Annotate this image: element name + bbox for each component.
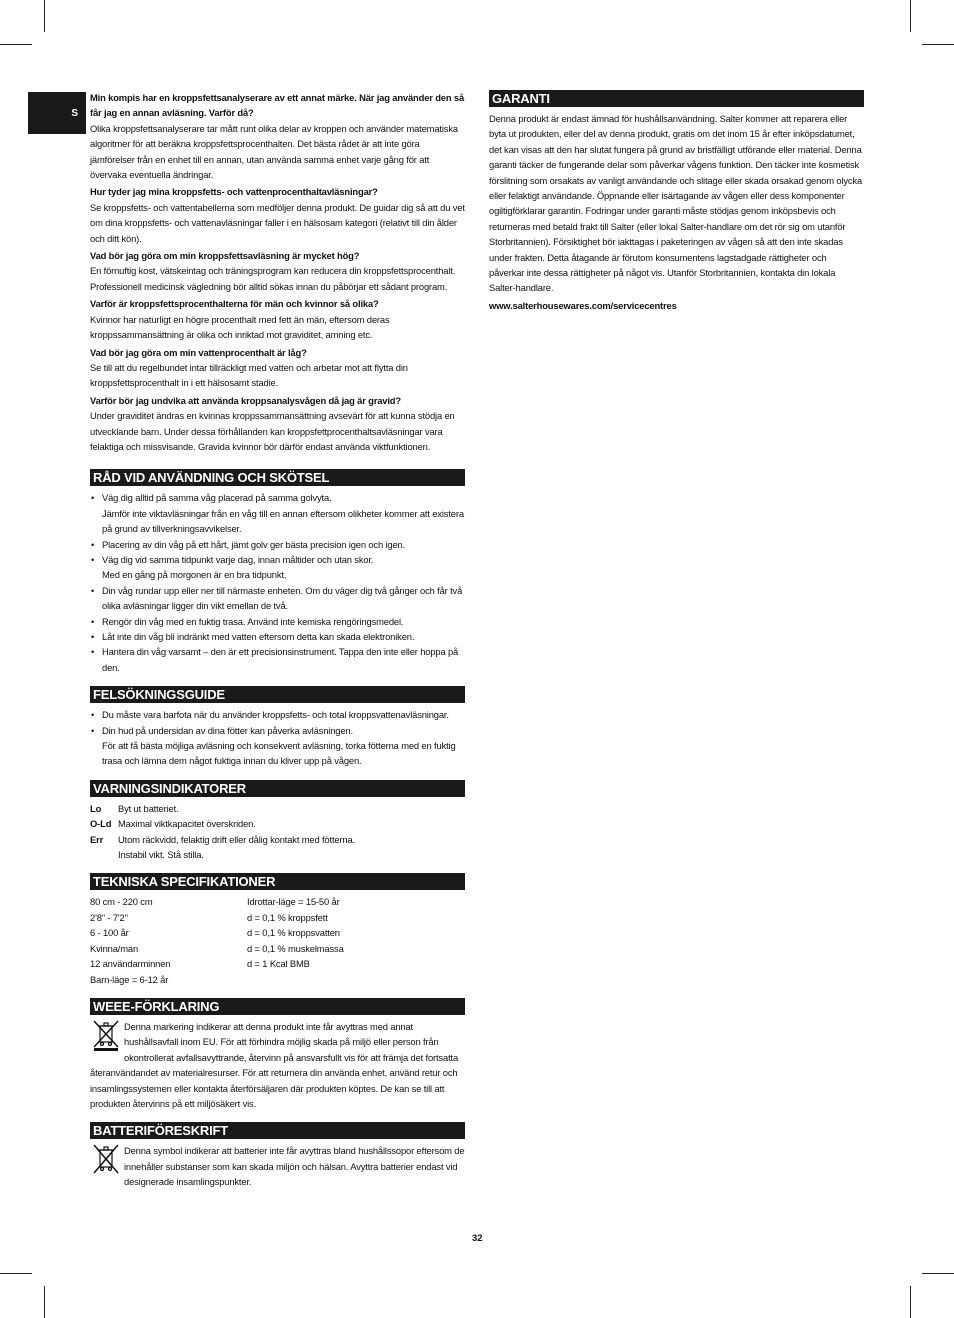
section-heading-specs: TEKNISKA SPECIFIKATIONER bbox=[90, 873, 465, 890]
faq-question: Varför bör jag undvika att använda kroppsanalysvågen då jag är gravid? bbox=[90, 394, 401, 406]
faq-answer: En förnuftig kost, vätskeintag och träningsprogram kan reducera din kroppsfettsprocenthalt. Professionell medicinsk vägledning bör alltid sökas innan du påbörjar ett sådant program. bbox=[90, 265, 456, 292]
list-item: • Väg dig alltid på samma våg placerad på samma golvyta. Jämför inte viktavläsningar från en våg till en annan eftersom olikheter kommer att existera på grund av tillverkningsavvikelser. bbox=[90, 490, 465, 536]
spec-value: 6 - 100 år bbox=[90, 927, 129, 939]
warning-text: Byt ut batteriet. bbox=[118, 802, 179, 814]
spec-value bbox=[247, 972, 465, 987]
faq-section bbox=[90, 90, 465, 454]
list-item: • Du måste vara barfota när du använder kroppsfetts- och total kroppsvattenavläsningar. bbox=[90, 707, 465, 722]
spec-table bbox=[90, 894, 465, 986]
section-heading-battery: BATTERIFÖRESKRIFT bbox=[90, 1122, 465, 1139]
list-item: • Hantera din våg varsamt – den är ett precisionsinstrument. Tappa den inte eller hoppa på den. bbox=[90, 644, 465, 675]
weee-body bbox=[90, 1019, 465, 1111]
warning-text: Utom räckvidd, felaktig drift eller dålig kontakt med fötterna. Instabil vikt. Stå stilla. bbox=[118, 833, 356, 861]
faq-answer: Under graviditet ändras en kvinnas kroppssammansättning avsevärt för att kunna stödja en utvecklande barn. Under dessa förhållanden kan kroppsfettprocenthaltsavläsningar vara felaktiga och missvisande. Gravida kvinnor bör därför endast använda viktfunktionen. bbox=[90, 410, 455, 452]
section-heading-guarantee: GARANTI bbox=[489, 90, 864, 107]
spec-value: Barn-läge = 6-12 år bbox=[90, 973, 169, 985]
list-item: • Placering av din våg på ett hårt, jämt golv ger bästa precision igen och igen. bbox=[90, 537, 465, 552]
warning-row bbox=[90, 832, 465, 863]
faq-question: Vad bör jag göra om min kroppsfettsavläsning är mycket hög? bbox=[90, 250, 360, 262]
spec-value: d = 0,1 % kroppsvatten bbox=[247, 927, 340, 939]
section-heading-troubleshooting: FELSÖKNINGSGUIDE bbox=[90, 686, 465, 703]
faq-answer: Se kroppsfetts- och vattentabellerna som medföljer denna produkt. De guidar dig så att du vet om dina kroppsfetts- och vattenavläsningar faller i en hälsosam kategori (relativt till din ålder och ditt kön). bbox=[90, 201, 465, 244]
spec-value: 80 cm - 220 cm bbox=[90, 896, 153, 908]
crop-mark bbox=[44, 0, 45, 32]
faq-question: Hur tyder jag mina kroppsfetts- och vattenprocenthaltavläsningar? bbox=[90, 186, 378, 198]
crop-mark bbox=[910, 0, 911, 32]
left-column bbox=[90, 90, 465, 1190]
warning-code: Err bbox=[90, 833, 104, 845]
spec-value: Idrottar-läge = 15-50 år bbox=[247, 896, 340, 908]
crop-mark bbox=[922, 1273, 954, 1274]
warning-text: Maximal viktkapacitet överskriden. bbox=[118, 818, 256, 830]
faq-answer: Se till att du regelbundet intar tillräckligt med vatten och arbetar mot att flytta din kroppsfettsprocenthalt in i ett hälsosamt stadie. bbox=[90, 361, 408, 389]
warning-row bbox=[90, 816, 465, 831]
troubleshooting-list bbox=[90, 707, 465, 769]
crossed-bin-icon bbox=[90, 1019, 122, 1051]
faq-question: Vad bör jag göra om min vattenprocenthalt är låg? bbox=[90, 346, 307, 358]
language-tab-label: S bbox=[71, 107, 78, 119]
spec-value: d = 0,1 % muskelmassa bbox=[247, 942, 344, 954]
spec-value: d = 0,1 % kroppsfett bbox=[247, 911, 328, 923]
guarantee-text: Denna produkt är endast ämnad för hushållsanvändning. Salter kommer att reparera eller byta ut produkten, eller del av denna produkt, gratis om det inom 15 år efter inköpsdatumet, det kan visas att den har slutat fungera på grund av bristfälligt utförande eller material. Denna garanti täcker de fungerande delar som påverkar vågens funktion. Den täcker inte kosmetisk förslitning som orsakats av vanligt användande och slitage eller skada orsakad genom olycka eller felaktigt användande. Öppnande eller isärtagande av vågen eller dess komponenter ogiltigförklarar garantin. Fodringar under garanti måste stödjas genom inköpsbevis och returneras med betald frakt till Salter (eller lokal Salter-handlare om det rör sig om utanför Storbritannien). Försiktighet bör iakttagas i paketeringen av vågen så att den inte skadas under frakten. Detta åtagande är förutom konsumentens lagstadgade rättigheter och påverkar inte dessa rättigheter på något vis. Utanför Storbritannien, kontakta din lokala Salter-handlare. bbox=[489, 113, 863, 294]
right-column bbox=[489, 90, 864, 315]
battery-text: Denna symbol indikerar att batterier inte får avyttras bland hushållssopor eftersom de innehåller substanser som kan skada miljön och hälsan. Avyttra batterier endast vid designerade insamlingspunkter. bbox=[124, 1145, 465, 1188]
warning-row bbox=[90, 801, 465, 816]
service-url-link[interactable]: www.salterhousewares.com/servicecentres bbox=[489, 299, 677, 311]
crop-mark bbox=[910, 1286, 911, 1318]
crop-mark bbox=[922, 44, 954, 45]
spec-value: 12 användarminnen bbox=[90, 958, 171, 970]
page-number: 32 bbox=[472, 1233, 483, 1244]
faq-answer: Olika kroppsfettsanalyserare tar mått runt olika delar av kroppen och använder matematiska algoritmer för att beräkna kroppsfettsprocenthalten. Det bästa rådet är att inte göra jämförelser från en enhet till en annan, utan använda samma enhet varje gång för att övervaka eventuella ändringar. bbox=[90, 122, 458, 181]
section-heading-weee: WEEE-FÖRKLARING bbox=[90, 998, 465, 1015]
crop-mark bbox=[0, 1273, 32, 1274]
spec-value: 2'8" - 7'2" bbox=[90, 911, 128, 923]
weee-text: Denna markering indikerar att denna produkt inte får avyttras med annat hushållsavfall inom EU. För att förhindra möjlig skada på miljö eller person från okontrollerat avfallsavyttrande, återvinn på ansvarsfullt vis för att främja det fortsatta återanvändandet av materialresurser. För att returnera din använda enhet, använd retur och insamlingssystemen eller kontakta återförsäljaren där produkten köptes. De kan se till att produkten återvinns på ett miljösäkert vis. bbox=[90, 1020, 459, 1109]
crop-mark bbox=[44, 1286, 45, 1318]
list-item: • Din våg rundar upp eller ner till närmaste enheten. Om du väger dig två gånger och får två olika avläsningar ligger din vikt emellan de två. bbox=[90, 583, 465, 614]
section-heading-warnings: VARNINGSINDIKATORER bbox=[90, 780, 465, 797]
faq-question: Min kompis har en kroppsfettsanalyserare av ett annat märke. När jag använder den så får jag en annan avläsning. Varför då? bbox=[90, 92, 465, 119]
faq-question: Varför är kroppsfettsprocenthalterna för män och kvinnor så olika? bbox=[90, 298, 379, 310]
warning-code: O-Ld bbox=[90, 818, 112, 830]
list-item: • Rengör din våg med en fuktig trasa. Använd inte kemiska rengöringsmedel. bbox=[90, 614, 465, 629]
warning-indicators bbox=[90, 801, 465, 863]
crossed-bin-icon bbox=[90, 1143, 122, 1175]
warning-code: Lo bbox=[90, 802, 102, 814]
spec-value: d = 1 Kcal BMB bbox=[247, 958, 310, 970]
care-list bbox=[90, 490, 465, 675]
faq-answer: Kvinnor har naturligt en högre procenthalt med fett än män, eftersom deras kroppssammansättning är olika och inriktad mot graviditet, amning etc. bbox=[90, 313, 390, 341]
crop-mark bbox=[0, 44, 32, 45]
list-item: • Låt inte din våg bli indränkt med vatten eftersom detta kan skada elektroniken. bbox=[90, 629, 465, 644]
battery-body bbox=[90, 1143, 465, 1189]
list-item: • Din hud på undersidan av dina fötter kan påverka avläsningen. För att få bästa möjliga avläsning och konsekvent avläsning, torka fötterna med en fuktig trasa och lämna dem något fuktiga innan du kliver upp på vågen. bbox=[90, 723, 465, 769]
language-tab bbox=[28, 92, 86, 134]
spec-value: Kvinna/man bbox=[90, 942, 139, 954]
list-item: • Väg dig vid samma tidpunkt varje dag, innan måltider och utan skor. Med en gång på morgonen är en bra tidpunkt. bbox=[90, 552, 465, 583]
section-heading-care: RÅD VID ANVÄNDNING OCH SKÖTSEL bbox=[90, 469, 465, 486]
